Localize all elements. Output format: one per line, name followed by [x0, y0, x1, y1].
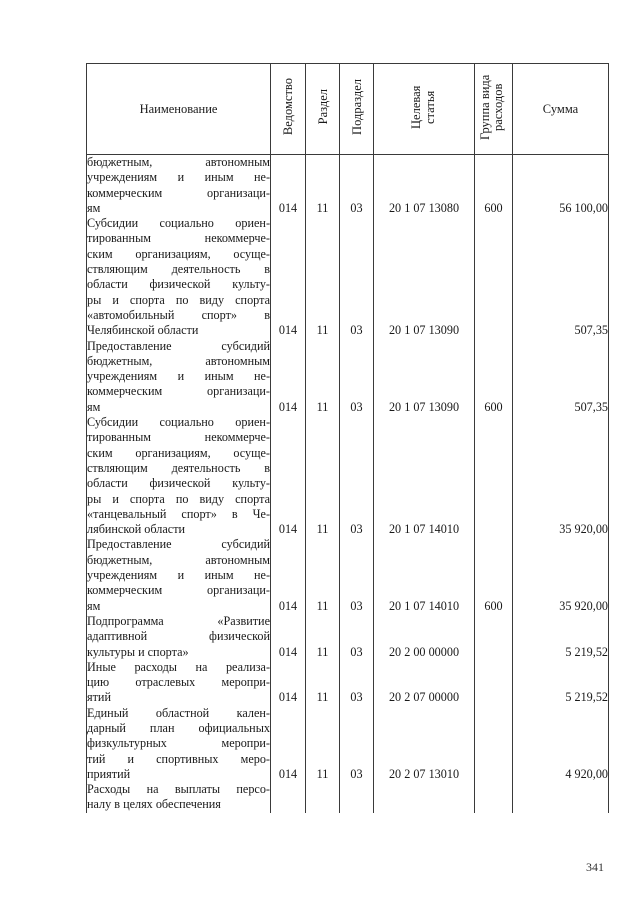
header-summa-label: Сумма — [542, 101, 579, 116]
row-name-line: физкультурных меропри- — [87, 736, 270, 751]
header-tselevaya — [374, 64, 475, 155]
row-name-line: адаптивной физической — [87, 629, 270, 644]
row-podrazdel: 03 — [340, 706, 374, 782]
row-name — [87, 706, 271, 782]
header-vedomstvo — [271, 64, 306, 155]
row-tselevaya: 20 2 00 00000 — [374, 614, 475, 660]
row-name-line: Расходы на выплаты персо- — [87, 782, 270, 797]
table-row — [87, 415, 609, 537]
row-vedomstvo: 014 — [271, 155, 306, 217]
row-name — [87, 614, 271, 660]
row-vedomstvo: 014 — [271, 660, 306, 706]
row-tselevaya: 20 1 07 14010 — [374, 537, 475, 613]
table-body — [87, 155, 609, 813]
row-razdel: 11 — [306, 155, 340, 217]
row-name-line: ям — [87, 598, 101, 613]
row-gruppa — [475, 216, 513, 338]
table-header — [87, 64, 609, 155]
row-name-line: ским организациям, осуще- — [87, 445, 270, 460]
row-name-line: Иные расходы на реализа- — [87, 659, 270, 674]
row-name-line: лябинской области — [87, 522, 186, 537]
row-vedomstvo: 014 — [271, 614, 306, 660]
row-podrazdel: 03 — [340, 155, 374, 217]
row-razdel: 11 — [306, 216, 340, 338]
row-summa: 507,35 — [513, 216, 609, 338]
row-name-line: бюджетным, автономным — [87, 353, 270, 368]
row-name-line: «автомобильный спорт» в — [87, 307, 270, 322]
row-tselevaya: 20 2 07 00000 — [374, 660, 475, 706]
row-name-line: тий и спортивных меро- — [87, 751, 270, 766]
row-name-line: бюджетным, автономным — [87, 155, 270, 169]
row-gruppa: 600 — [475, 339, 513, 415]
row-name-line: коммерческим организаци- — [87, 384, 270, 399]
row-name-line: Подпрограмма «Развитие — [87, 613, 270, 628]
row-name-line: коммерческим организаци- — [87, 583, 270, 598]
row-podrazdel — [340, 782, 374, 813]
row-name-line: области физической культу- — [87, 277, 270, 292]
row-podrazdel: 03 — [340, 339, 374, 415]
row-tselevaya: 20 1 07 13090 — [374, 339, 475, 415]
row-name-line: бюджетным, автономным — [87, 552, 270, 567]
budget-table-container — [86, 63, 608, 813]
row-vedomstvo — [271, 782, 306, 813]
row-tselevaya: 20 1 07 13080 — [374, 155, 475, 217]
row-name-line: коммерческим организаци- — [87, 185, 270, 200]
row-name — [87, 537, 271, 613]
row-gruppa — [475, 706, 513, 782]
row-summa: 35 920,00 — [513, 415, 609, 537]
budget-table — [86, 63, 609, 813]
row-tselevaya: 20 2 07 13010 — [374, 706, 475, 782]
header-tselevaya-label: Целевая статья — [409, 85, 437, 129]
row-gruppa: 600 — [475, 537, 513, 613]
row-razdel: 11 — [306, 415, 340, 537]
header-gruppa-label: Группа вида расходов — [477, 74, 505, 140]
table-row — [87, 614, 609, 660]
row-name-line: культуры и спорта» — [87, 644, 189, 659]
table-row — [87, 339, 609, 415]
table-row — [87, 782, 609, 813]
table-row — [87, 216, 609, 338]
header-vedomstvo-label: Ведомство — [281, 78, 295, 136]
row-podrazdel: 03 — [340, 216, 374, 338]
table-row — [87, 706, 609, 782]
row-vedomstvo: 014 — [271, 706, 306, 782]
row-name — [87, 660, 271, 706]
row-razdel: 11 — [306, 537, 340, 613]
row-name-line: Предоставление субсидий — [87, 537, 270, 552]
row-gruppa — [475, 415, 513, 537]
row-podrazdel: 03 — [340, 660, 374, 706]
row-name-line: Единый областной кален- — [87, 705, 270, 720]
row-razdel: 11 — [306, 706, 340, 782]
row-podrazdel: 03 — [340, 614, 374, 660]
row-vedomstvo: 014 — [271, 216, 306, 338]
header-podrazdel — [340, 64, 374, 155]
header-name — [87, 64, 271, 155]
header-podrazdel-label: Подраздел — [349, 79, 364, 135]
table-row — [87, 155, 609, 217]
header-razdel-label: Раздел — [315, 89, 330, 125]
row-name-line: ствляющим деятельность в — [87, 460, 270, 475]
row-name-line: ры и спорта по виду спорта — [87, 491, 270, 506]
row-tselevaya: 20 1 07 13090 — [374, 216, 475, 338]
row-name-line: цию отраслевых меропри- — [87, 675, 270, 690]
row-name — [87, 339, 271, 415]
row-name — [87, 415, 271, 537]
row-summa: 35 920,00 — [513, 537, 609, 613]
row-vedomstvo: 014 — [271, 339, 306, 415]
row-gruppa — [475, 660, 513, 706]
row-tselevaya — [374, 782, 475, 813]
row-name-line: тированным некоммерче- — [87, 430, 270, 445]
row-tselevaya: 20 1 07 14010 — [374, 415, 475, 537]
row-vedomstvo: 014 — [271, 415, 306, 537]
header-gruppa — [475, 64, 513, 155]
row-name-line: дарный план официальных — [87, 720, 270, 735]
row-podrazdel: 03 — [340, 415, 374, 537]
row-gruppa: 600 — [475, 155, 513, 217]
row-summa: 56 100,00 — [513, 155, 609, 217]
row-razdel: 11 — [306, 339, 340, 415]
row-razdel: 11 — [306, 614, 340, 660]
row-name-line: учреждениям и иным не- — [87, 170, 270, 185]
row-name-line: тированным некоммерче- — [87, 231, 270, 246]
row-name-line: Челябинской области — [87, 323, 199, 338]
row-name-line: учреждениям и иным не- — [87, 369, 270, 384]
page-number: 341 — [586, 860, 604, 874]
row-name-line: приятий — [87, 766, 131, 781]
row-name-line: ствляющим деятельность в — [87, 262, 270, 277]
header-name-label: Наименование — [139, 101, 218, 116]
row-gruppa — [475, 782, 513, 813]
row-name-line: Субсидии социально ориен- — [87, 415, 270, 430]
row-name-line: Субсидии социально ориен- — [87, 216, 270, 231]
row-name — [87, 155, 271, 217]
row-name-line: «танцевальный спорт» в Че- — [87, 506, 270, 521]
row-razdel: 11 — [306, 660, 340, 706]
row-name-line: ям — [87, 399, 101, 414]
header-razdel — [306, 64, 340, 155]
row-summa: 4 920,00 — [513, 706, 609, 782]
row-summa: 5 219,52 — [513, 660, 609, 706]
row-razdel — [306, 782, 340, 813]
row-name-line: ским организациям, осуще- — [87, 246, 270, 261]
header-row — [87, 64, 609, 155]
row-name-line: ятий — [87, 690, 111, 705]
row-name-line: области физической культу- — [87, 476, 270, 491]
row-vedomstvo: 014 — [271, 537, 306, 613]
row-name-line: ры и спорта по виду спорта — [87, 292, 270, 307]
row-name — [87, 216, 271, 338]
row-podrazdel: 03 — [340, 537, 374, 613]
row-name-line: ям — [87, 200, 101, 215]
row-summa — [513, 782, 609, 813]
row-name — [87, 782, 271, 813]
row-summa: 507,35 — [513, 339, 609, 415]
row-gruppa — [475, 614, 513, 660]
row-name-line: учреждениям и иным не- — [87, 568, 270, 583]
row-name-line: налу в целях обеспечения — [87, 797, 221, 812]
header-summa — [513, 64, 609, 155]
table-row — [87, 660, 609, 706]
row-summa: 5 219,52 — [513, 614, 609, 660]
row-name-line: Предоставление субсидий — [87, 338, 270, 353]
table-row — [87, 537, 609, 613]
